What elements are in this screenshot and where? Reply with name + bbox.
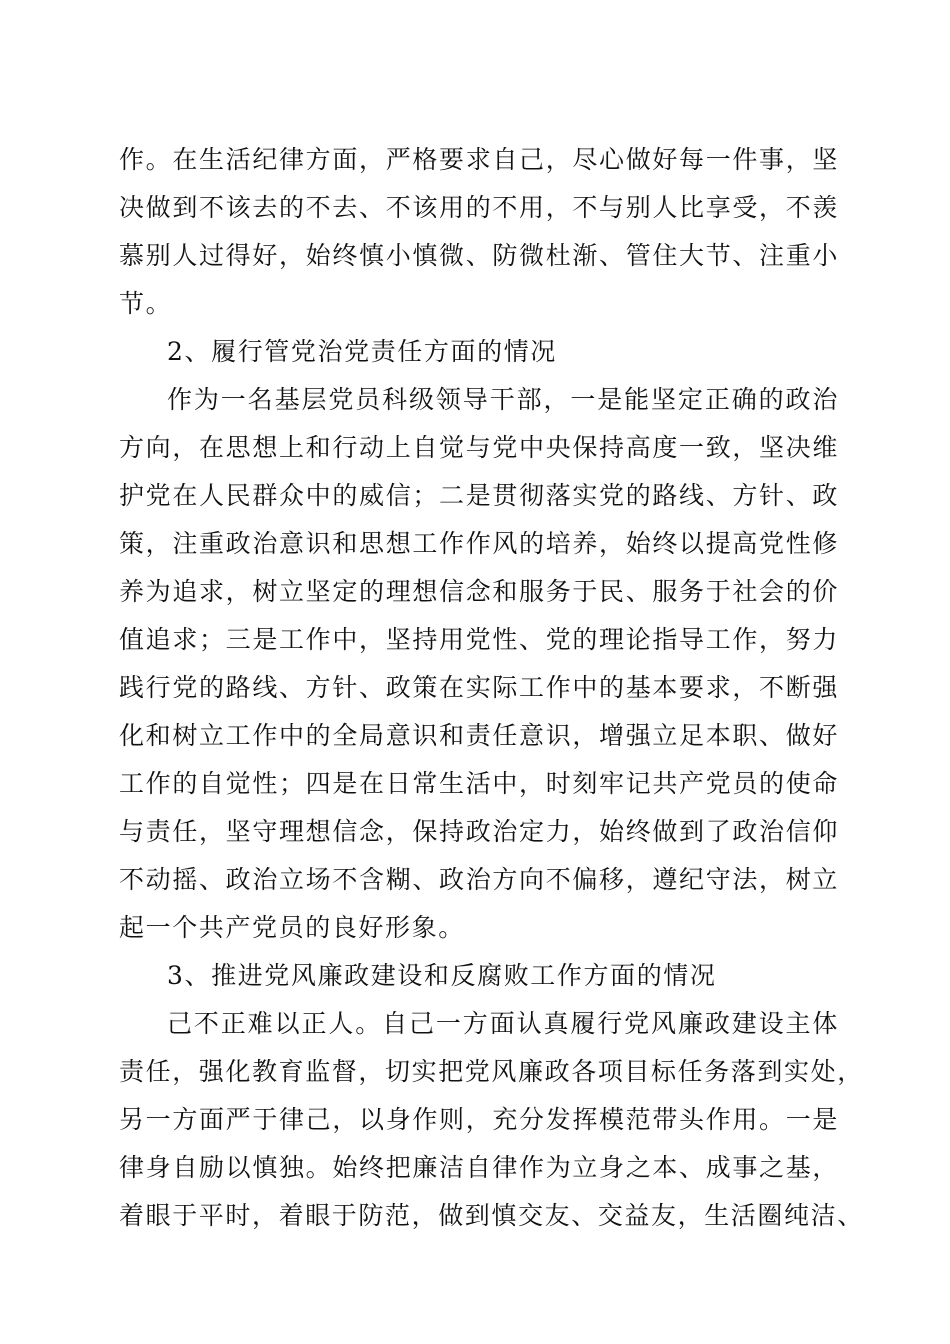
body-text-line: 慕别人过得好，始终慎小慎微、防微杜渐、管住大节、注重小 (119, 241, 839, 270)
body-text-line: 作。在生活纪律方面，严格要求自己，尽心做好每一件事，坚 (119, 145, 839, 174)
body-text-line: 方向，在思想上和行动上自觉与党中央保持高度一致，坚决维 (119, 433, 839, 462)
body-text-line: 践行党的路线、方针、政策在实际工作中的基本要求，不断强 (119, 673, 839, 702)
body-text-line: 节。 (119, 289, 173, 318)
body-text-line: 养为追求，树立坚定的理想信念和服务于民、服务于社会的价 (119, 577, 839, 606)
body-text-line: 工作的自觉性；四是在日常生活中，时刻牢记共产党员的使命 (119, 769, 839, 798)
body-text-line: 策，注重政治意识和思想工作作风的培养，始终以提高党性修 (119, 529, 839, 558)
body-text-line: 值追求；三是工作中，坚持用党性、党的理论指导工作，努力 (119, 625, 839, 654)
body-text-line: 决做到不该去的不去、不该用的不用，不与别人比享受，不羡 (119, 193, 839, 222)
body-text-line: 与责任，坚守理想信念，保持政治定力，始终做到了政治信仰 (119, 817, 839, 846)
body-text-line: 律身自励以慎独。始终把廉洁自律作为立身之本、成事之基， (119, 1153, 839, 1182)
body-text-line: 另一方面严于律己，以身作则，充分发挥模范带头作用。一是 (119, 1105, 839, 1134)
body-text-line: 护党在人民群众中的威信；二是贯彻落实党的路线、方针、政 (119, 481, 839, 510)
paragraph-first-line: 己不正难以正人。自己一方面认真履行党风廉政建设主体 (167, 1009, 839, 1038)
body-text-line: 责任，强化教育监督，切实把党风廉政各项目标任务落到实处， (119, 1057, 864, 1086)
body-text-line: 化和树立工作中的全局意识和责任意识，增强立足本职、做好 (119, 721, 839, 750)
body-text-line: 着眼于平时，着眼于防范，做到慎交友、交益友，生活圈纯洁、 (119, 1201, 864, 1230)
section-heading: 3、推进党风廉政建设和反腐败工作方面的情况 (167, 961, 717, 990)
paragraph-first-line: 作为一名基层党员科级领导干部，一是能坚定正确的政治 (167, 385, 839, 414)
body-text-line: 起一个共产党员的良好形象。 (119, 913, 465, 942)
body-text-line: 不动摇、政治立场不含糊、政治方向不偏移，遵纪守法，树立 (119, 865, 839, 894)
section-heading: 2、履行管党治党责任方面的情况 (167, 337, 557, 366)
